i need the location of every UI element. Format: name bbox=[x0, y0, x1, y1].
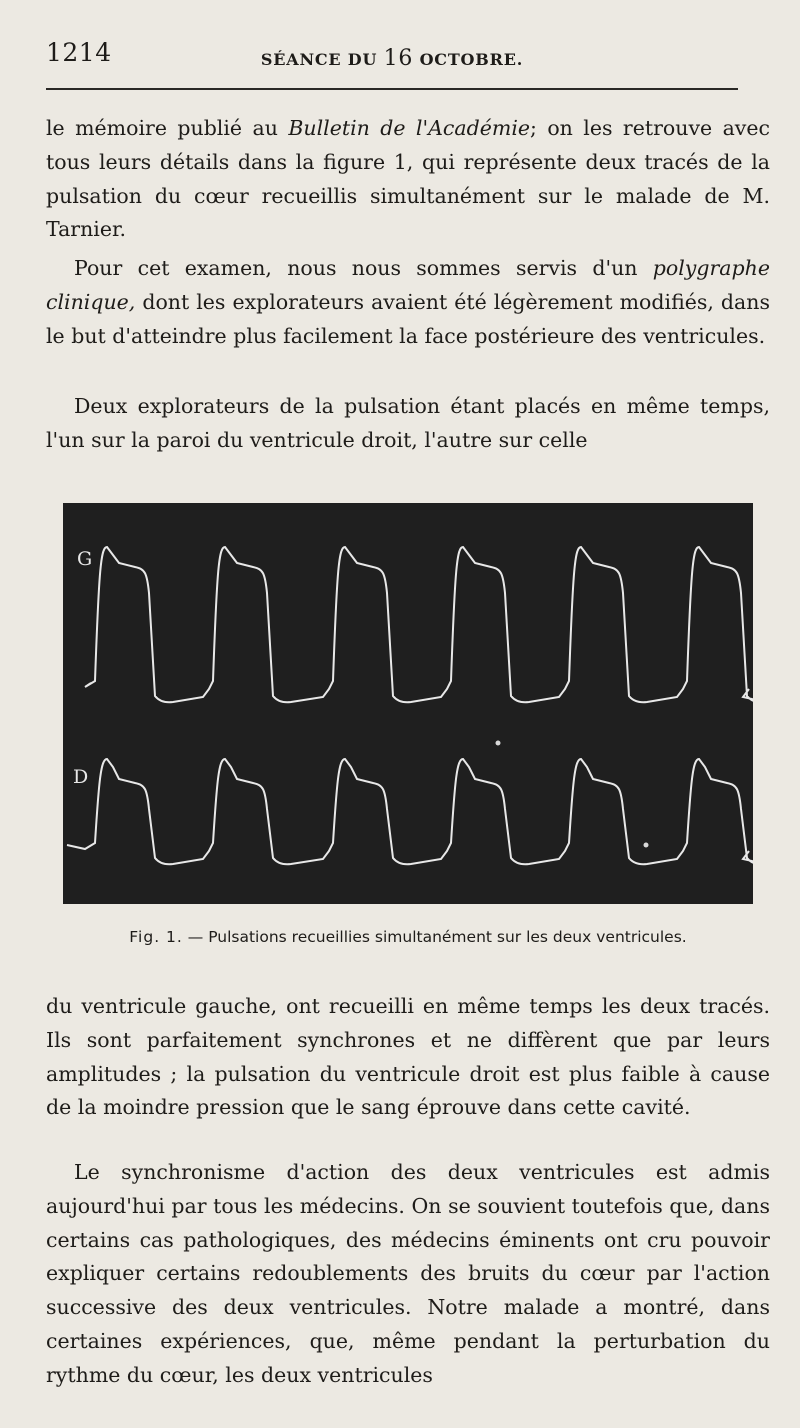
running-head-number: 16 bbox=[383, 46, 414, 71]
p3-text: Deux explorateurs de la pulsation étant placés en même temps, l'un sur la paroi du ventricule droit, l'autre sur celle bbox=[46, 394, 770, 452]
header-rule bbox=[46, 88, 738, 90]
page-number: 1214 bbox=[46, 38, 112, 67]
trace-right-ventricle bbox=[67, 759, 753, 864]
paragraph-2 bbox=[46, 252, 770, 353]
running-head-after: OCTOBRE. bbox=[413, 50, 524, 69]
paragraph-5 bbox=[46, 1156, 770, 1393]
tracing-image bbox=[63, 503, 753, 904]
paragraph-1 bbox=[46, 112, 770, 247]
figure-caption-text: — Pulsations recueillies simultanément sur les deux ventricules. bbox=[182, 928, 687, 946]
print-speck bbox=[644, 843, 649, 848]
trace-left-ventricle bbox=[85, 547, 753, 702]
p1-text-a: le mémoire publié au bbox=[46, 116, 289, 140]
paragraph-4 bbox=[46, 990, 770, 1125]
figure-pulse-tracings bbox=[63, 503, 753, 904]
p4-text: du ventricule gauche, ont recueilli en même temps les deux tracés. Ils sont parfaitement synchrones et ne diffèrent que par leurs amplitudes ; la pulsation du ventricule droit est plus faible à cause de la moindre pression que le sang éprouve dans cette cavité. bbox=[46, 994, 770, 1120]
print-speck bbox=[496, 741, 501, 746]
figure-label: Fig. 1. bbox=[129, 928, 183, 946]
p1-text-b: ; on les retrouve avec tous leurs détails dans la figure 1, qui représente deux tracés de la pulsation du cœur recueillis simultanément sur le malade de M. Tarnier. bbox=[46, 116, 770, 242]
trace-label-bottom: D bbox=[73, 766, 89, 788]
p2-text-b: dont les explorateurs avaient été légèrement modifiés, dans le but d'atteindre plus facilement la face postérieure des ventricules. bbox=[46, 289, 770, 348]
trace-label-top: G bbox=[77, 548, 93, 570]
p2-text-a: Pour cet examen, nous nous sommes servis d'un bbox=[74, 256, 653, 280]
p1-italic: Bulletin de l'Académie bbox=[288, 116, 531, 140]
p5-text: Le synchronisme d'action des deux ventricules est admis aujourd'hui par tous les médecins. On se souvient toutefois que, dans certains cas pathologiques, des médecins éminents ont cru pouvoir expliquer certains redoublements des bruits du cœur par l'action successive des deux ventricules. Notre malade a montré, dans certaines expériences, que, même pendant la perturbation du rythme du cœur, les deux ventricules bbox=[46, 1160, 770, 1387]
running-head-before: SÉANCE DU bbox=[260, 50, 384, 69]
figure-caption bbox=[46, 928, 770, 946]
page-header bbox=[46, 38, 738, 78]
p2-italic: polygraphe clinique, bbox=[46, 256, 770, 314]
running-head bbox=[46, 46, 738, 71]
paragraph-3 bbox=[46, 390, 770, 458]
